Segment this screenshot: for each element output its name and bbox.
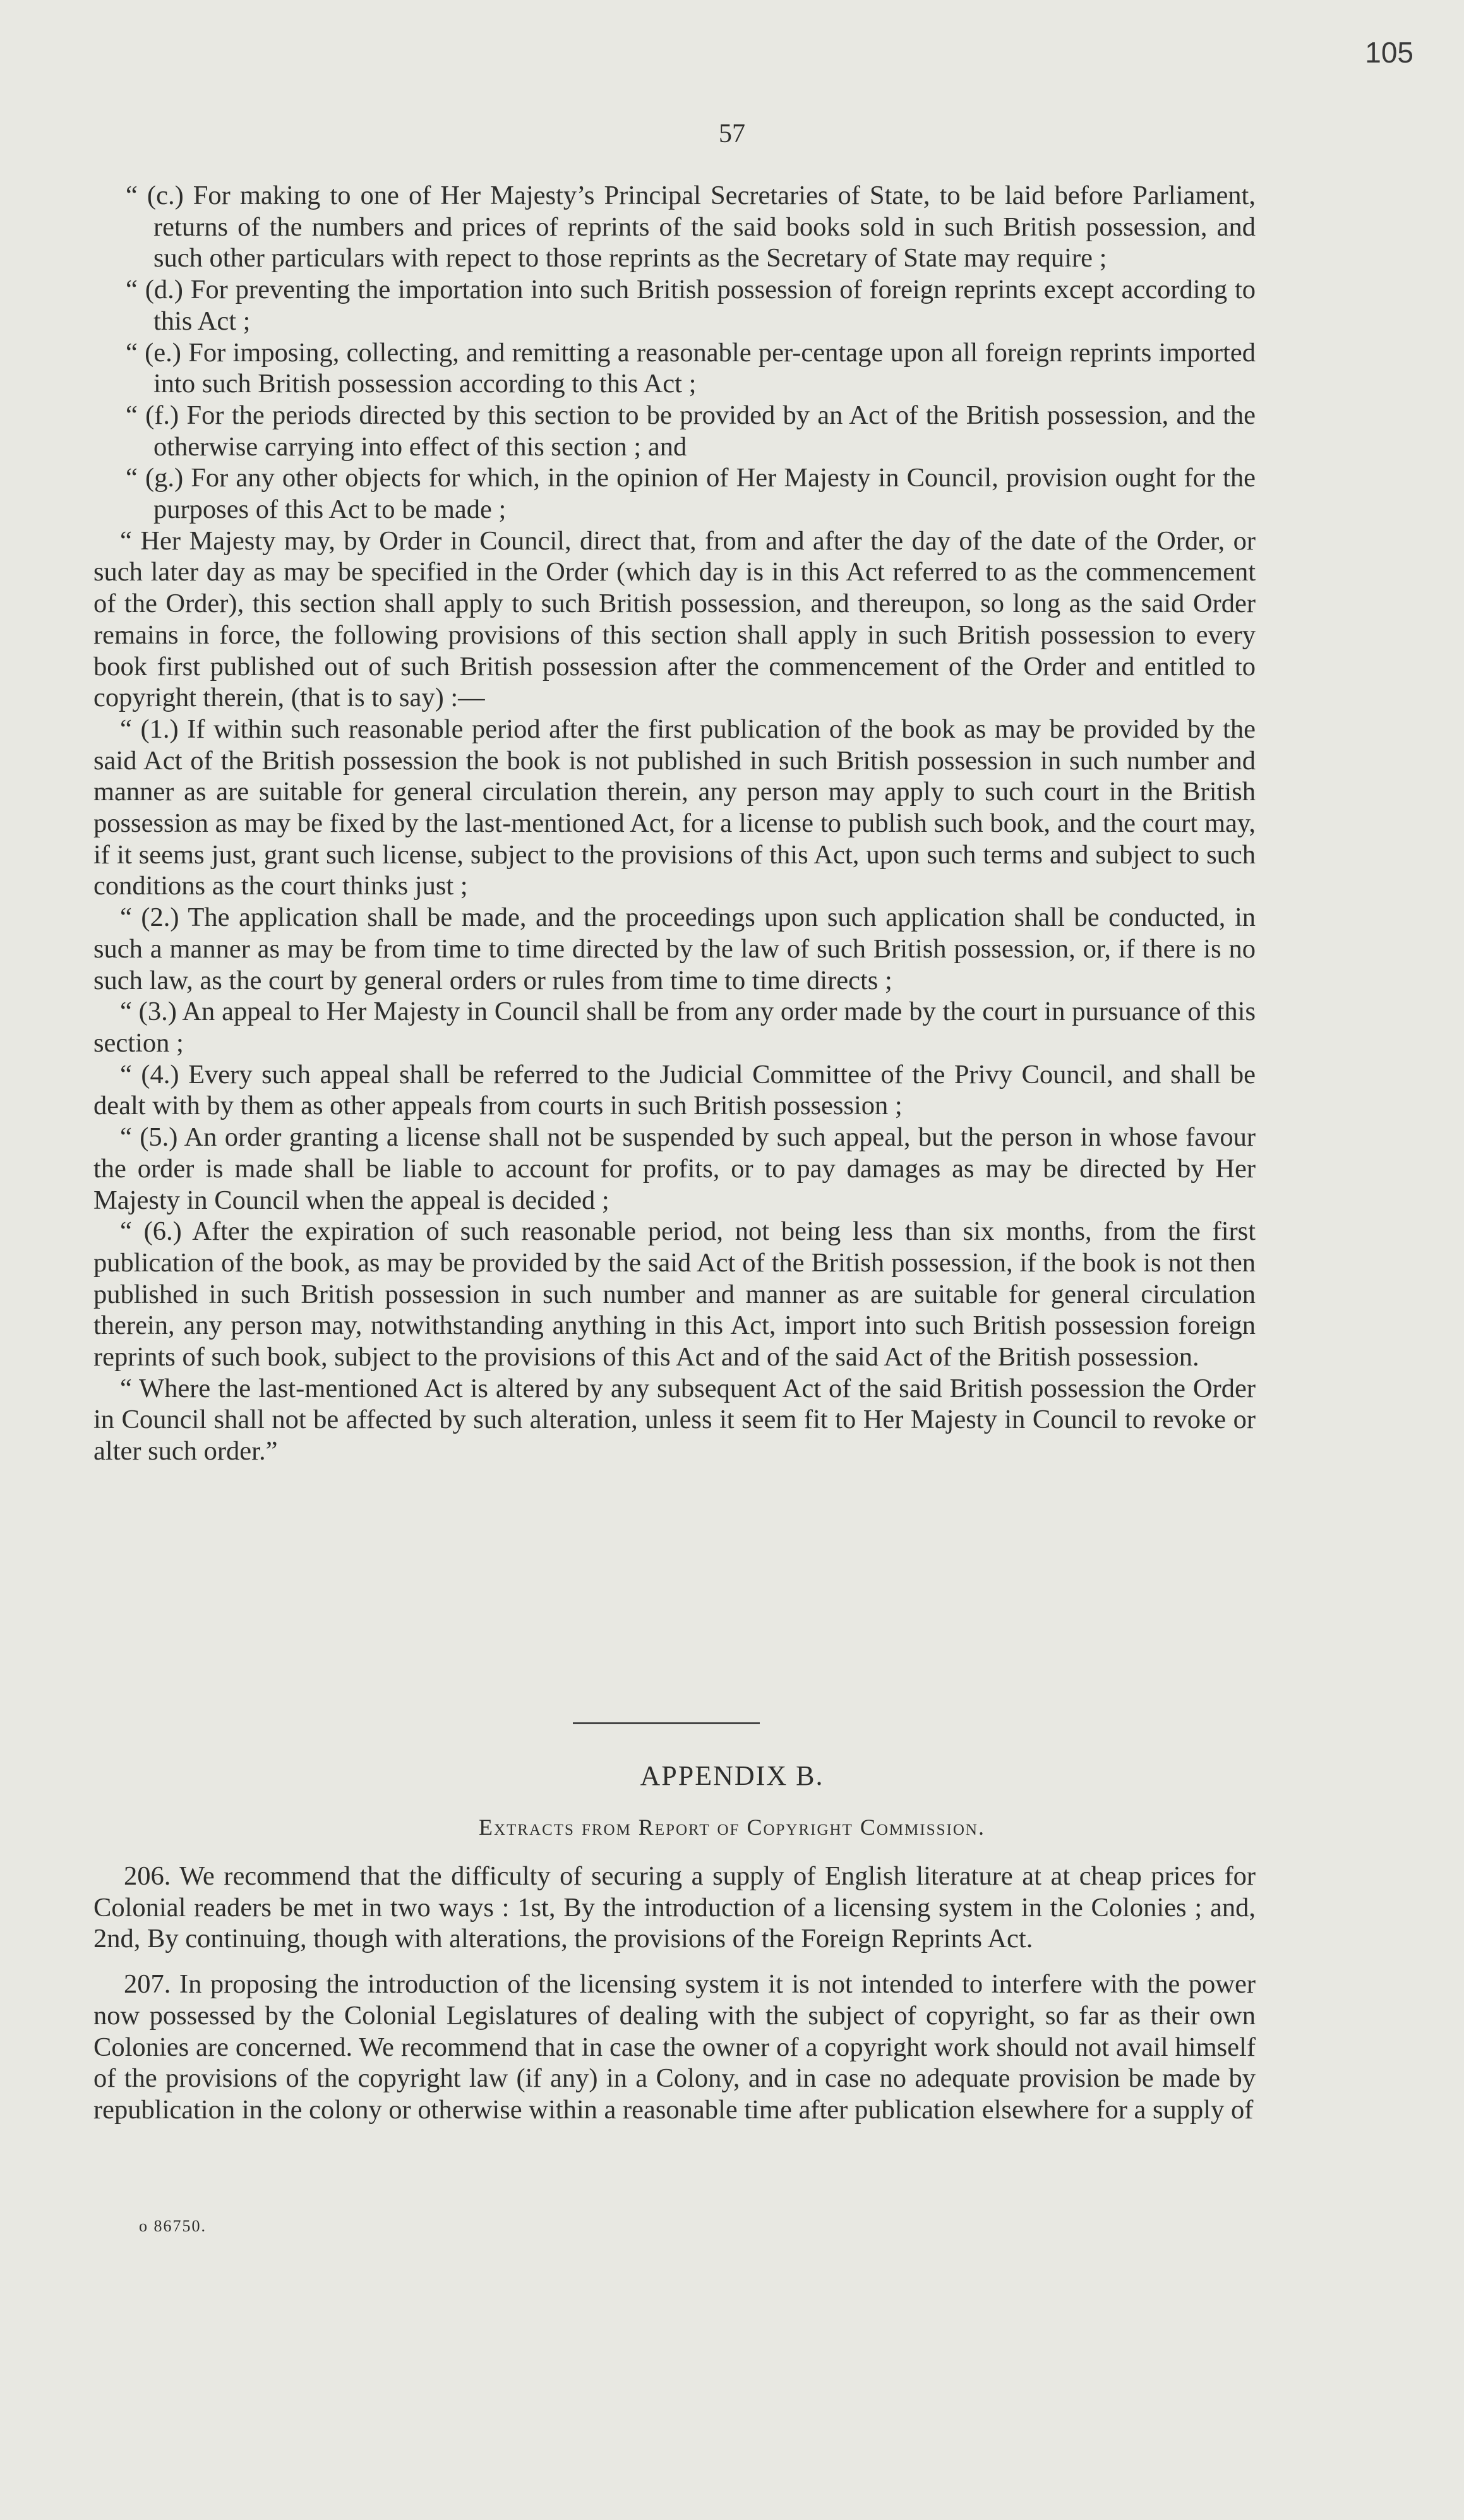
order-in-council-paragraph: “ Her Majesty may, by Order in Council, direct that, from and after the day of the date of the Order, or such later day as may be specified in the Order (which day is in this Act referred to as the commencement of the Order), this section shall apply to such British possession, and thereupon, so long as the said Order remains in force, the following provisions of this section shall apply in such British possession to every book first published out of such British possession after the commencement of the Order and entitled to copyright therein, (that is to say) :—: [93, 525, 1256, 713]
clause-f: “ (f.) For the periods directed by this section to be provided by an Act of the British possession, and the otherwise carrying into effect of this section ; and: [126, 400, 1256, 462]
provision-6: “ (6.) After the expiration of such reasonable period, not being less than six months, from the first publication of the book, as may be provided by the said Act of the British possession, if the book is not then published in such British possession in such number and manner as are suitable for general circulation therein, any person may, notwithstanding anything in this Act, import into such British possession foreign reprints of such book, subject to the provisions of this Act and of the said Act of the British possession.: [93, 1216, 1256, 1372]
provision-4: “ (4.) Every such appeal shall be referred to the Judicial Committee of the Privy Council, and shall be dealt with by them as other appeals from courts in such British possession ;: [93, 1059, 1256, 1121]
archive-page-number: 105: [1365, 36, 1413, 69]
provision-5: “ (5.) An order granting a license shall not be suspended by such appeal, but the person in whose favour the order is made shall be liable to account for profits, or to pay damages as may be directed by Her Majesty in Council when the appeal is decided ;: [93, 1122, 1256, 1215]
appendix-heading: APPENDIX B.: [640, 1760, 824, 1791]
paragraph-207: 207. In proposing the introduction of the licensing system it is not intended to interfere with the power now possessed by the Colonial Legislatures of dealing with the subject of copyright, so far as their own Colonies are concerned. We recommend that in case the owner of a copyright work should not avail himself of the provisions of the copyright law (if any) in a Colony, and in case no adequate provision be made by republication in the colony or otherwise within a reasonable time after publication elsewhere for a supply of: [93, 1969, 1256, 2125]
clause-e: “ (e.) For imposing, collecting, and remitting a reasonable per-centage upon all foreign reprints imported into such British possession according to this Act ;: [126, 337, 1256, 399]
section-divider: [573, 1722, 760, 1724]
clause-c: “ (c.) For making to one of Her Majesty’s Principal Secretaries of State, to be laid before Parliament, returns of the numbers and prices of reprints of the said books sold in such British possession, and such other particulars with repect to those reprints as the Secretary of State may require ;: [126, 181, 1256, 273]
printer-code: o 86750.: [139, 2217, 207, 2235]
statute-text: [93, 180, 1256, 1467]
paragraph-206: 206. We recommend that the difficulty of securing a supply of English literature at at cheap prices for Colonial readers be met in two ways : 1st, By the introduction of a licensing system in the Colonies ; and, 2nd, By continuing, though with alterations, the provisions of the Foreign Reprints Act.: [93, 1861, 1256, 1954]
printed-page-number: 57: [719, 119, 745, 148]
provision-2: “ (2.) The application shall be made, and the proceedings upon such application shall be conducted, in such a manner as may be from time to time directed by the law of such British possession, or, if there is no such law, as the court by general orders or rules from time to time directs ;: [93, 903, 1256, 995]
appendix-subheading: Extracts from Report of Copyright Commission.: [479, 1815, 985, 1840]
alteration-paragraph: “ Where the last-mentioned Act is altered by any subsequent Act of the said British possession the Order in Council shall not be affected by such alteration, unless it seem fit to Her Majesty in Council to revoke or alter such order.”: [93, 1373, 1256, 1467]
clause-g: “ (g.) For any other objects for which, in the opinion of Her Majesty in Council, provision ought for the purposes of this Act to be made ;: [126, 463, 1256, 525]
provision-3: “ (3.) An appeal to Her Majesty in Council shall be from any order made by the court in pursuance of this section ;: [93, 997, 1256, 1058]
provision-1: “ (1.) If within such reasonable period after the first publication of the book as may be provided by the said Act of the British possession the book is not published in such British possession in such number and manner as are suitable for general circulation therein, any person may apply to such court in the British possession as may be fixed by the last-mentioned Act, for a license to publish such book, and the court may, if it seems just, grant such license, subject to the provisions of this Act, upon such terms and subject to such conditions as the court thinks just ;: [93, 714, 1256, 901]
clause-d: “ (d.) For preventing the importation into such British possession of foreign reprints except according to this Act ;: [126, 275, 1256, 336]
appendix-text: [93, 1861, 1256, 2126]
